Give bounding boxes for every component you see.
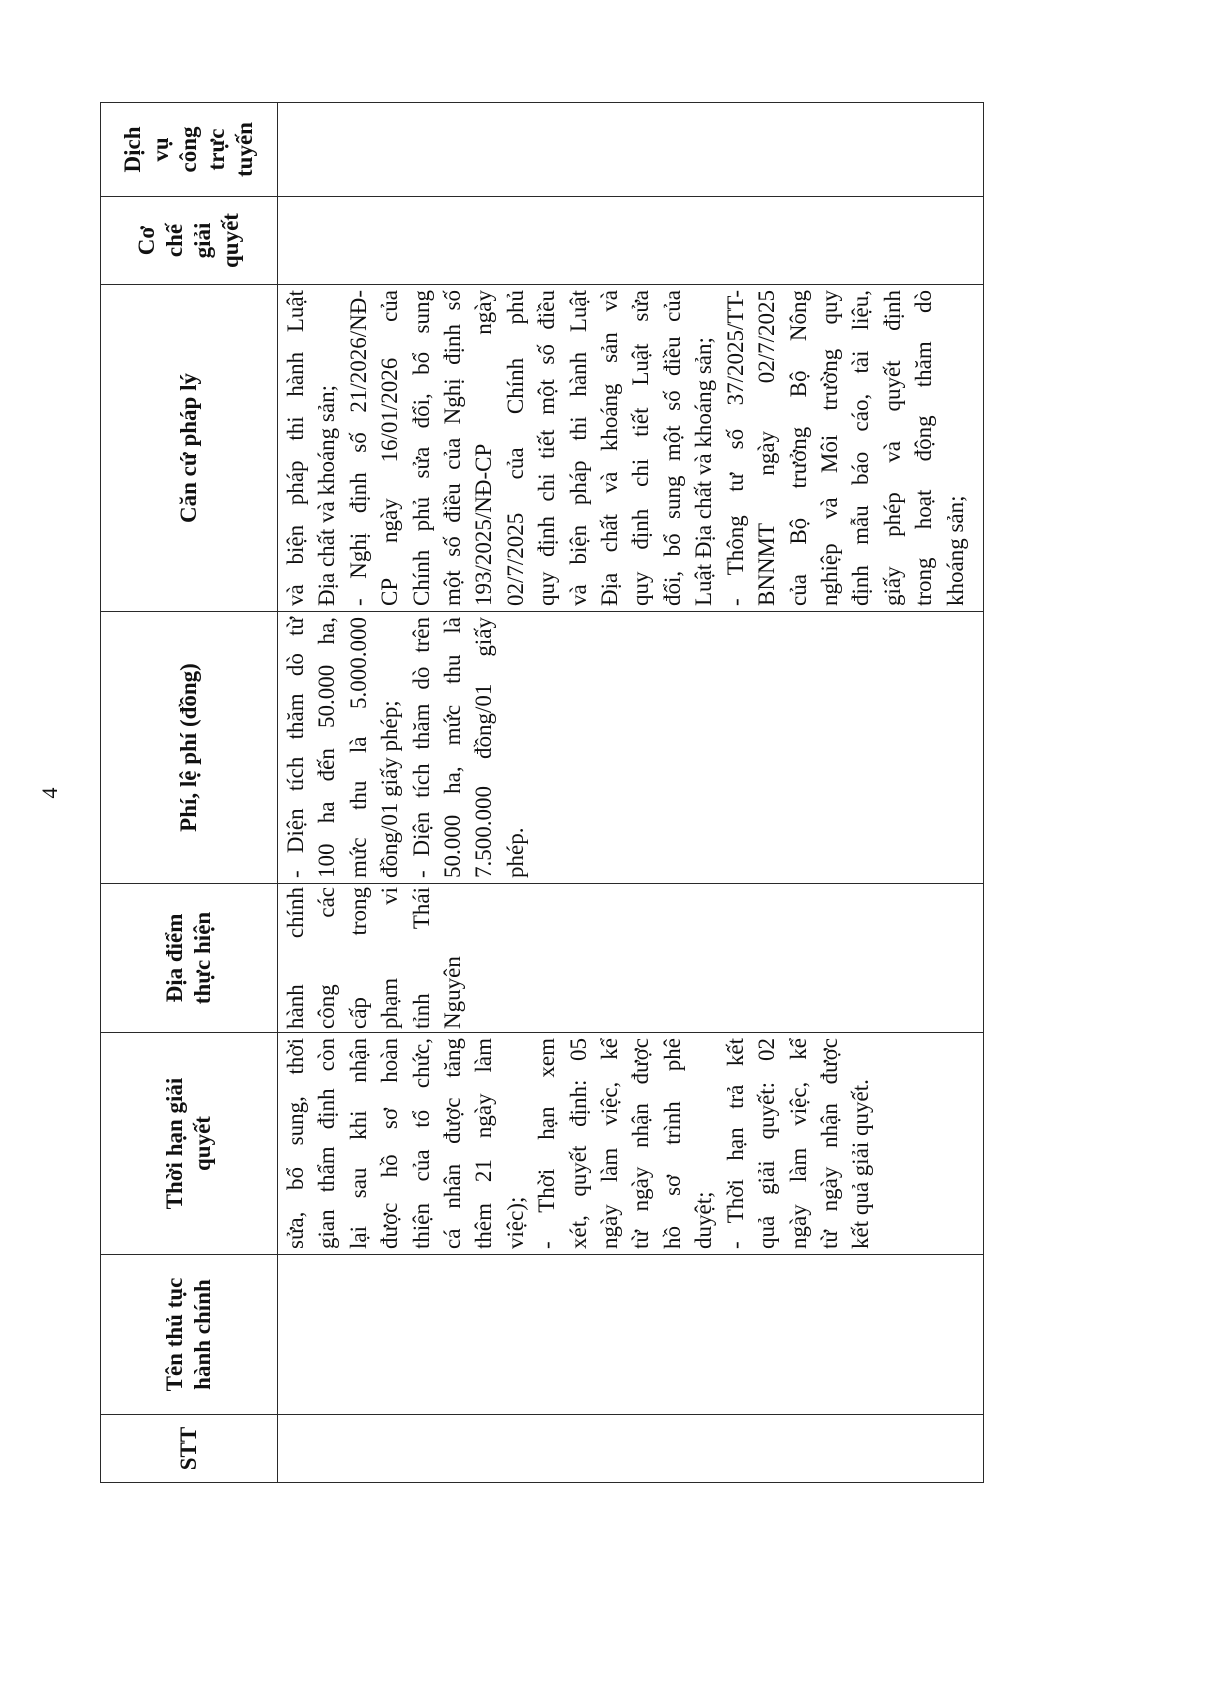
legal-basis-line: đổi, bổ sung một số điều của xyxy=(659,290,685,606)
location-line: công các xyxy=(314,887,340,1029)
location-line: hành chính xyxy=(283,887,308,1029)
processing-time-line: được hồ sơ hoàn xyxy=(377,1038,403,1249)
cell-online-service xyxy=(278,103,984,197)
processing-time-line: xét, quyết định: 05 xyxy=(565,1038,591,1249)
header-stt xyxy=(101,1415,278,1483)
fees-line: 50.000 ha, mức thu là xyxy=(440,617,466,878)
processing-time-line: ngày làm việc, kể xyxy=(597,1038,623,1249)
header-resolution-mechanism-label: Cơ chế giải quyết xyxy=(134,213,243,268)
legal-basis-line: trong hoạt động thăm dò xyxy=(911,290,937,606)
processing-time-paragraph xyxy=(280,1038,531,1249)
table-row xyxy=(278,103,984,1483)
header-resolution-mechanism xyxy=(101,197,278,285)
header-online-service-label: Dịch vụ công trực tuyến xyxy=(120,122,257,177)
legal-basis-paragraph xyxy=(720,290,971,606)
header-procedure-name-label: Tên thủ tục hành chính xyxy=(162,1277,215,1392)
processing-time-line: duyệt; xyxy=(691,1191,717,1249)
processing-time-line: từ ngày nhận được xyxy=(816,1038,842,1249)
rotated-table-wrapper xyxy=(100,103,983,1483)
processing-time-line: sửa, bổ sung, thời xyxy=(283,1038,308,1249)
cell-legal-basis xyxy=(278,285,984,612)
legal-basis-line: Địa chất và khoáng sản và xyxy=(597,290,623,606)
location-line: phạm vi xyxy=(377,887,403,1029)
processing-time-line: từ ngày nhận được xyxy=(628,1038,654,1249)
header-fees xyxy=(101,612,278,884)
legal-basis-line: Chính phủ sửa đổi, bổ sung xyxy=(408,290,434,606)
cell-location xyxy=(278,884,984,1033)
legal-basis-line: của Bộ trưởng Bộ Nông xyxy=(785,290,811,606)
processing-time-line: - Thời hạn xem xyxy=(534,1038,560,1249)
legal-basis-line: định mẫu báo cáo, tài liệu, xyxy=(848,290,874,606)
location-line: Nguyên xyxy=(440,956,466,1029)
header-stt-label: STT xyxy=(176,1426,201,1471)
fees-line: 7.500.000 đồng/01 giấy xyxy=(471,617,497,878)
header-legal-basis-label: Căn cứ pháp lý xyxy=(176,373,201,523)
legal-basis-line: 193/2025/NĐ-CP ngày xyxy=(471,290,497,606)
fees-paragraph xyxy=(280,617,406,878)
legal-basis-line: quy định chi tiết một số điều xyxy=(534,290,560,606)
cell-processing-time xyxy=(278,1033,984,1255)
fees-line: phép. xyxy=(502,827,528,878)
fees-line: đồng/01 giấy phép; xyxy=(377,700,403,878)
legal-basis-paragraph xyxy=(343,290,720,606)
header-processing-time xyxy=(101,1033,278,1255)
processing-time-line: hồ sơ trình phê xyxy=(659,1038,685,1249)
fees-line: mức thu là 5.000.000 xyxy=(345,617,371,878)
processing-time-line: ngày làm việc, kể xyxy=(785,1038,811,1249)
header-procedure-name xyxy=(101,1255,278,1415)
processing-time-line: thiện của tổ chức, xyxy=(408,1038,434,1249)
processing-time-line: lại sau khi nhận xyxy=(345,1038,371,1249)
cell-procedure-name xyxy=(278,1255,984,1415)
cell-resolution-mechanism xyxy=(278,197,984,285)
legal-basis-line: - Thông tư số 37/2025/TT- xyxy=(722,290,748,606)
processing-time-line: quả giải quyết: 02 xyxy=(754,1038,780,1249)
processing-time-line: việc); xyxy=(502,1196,528,1249)
legal-basis-line: BNNMT ngày 02/7/2025 xyxy=(754,290,780,606)
processing-time-line: - Thời hạn trả kết xyxy=(722,1038,748,1249)
processing-time-paragraph xyxy=(531,1038,719,1249)
header-fees-label: Phí, lệ phí (đồng) xyxy=(176,663,201,832)
processing-time-line: gian thẩm định còn xyxy=(314,1038,340,1249)
fees-line: 100 ha đến 50.000 ha, xyxy=(314,617,340,878)
legal-basis-line: quy định chi tiết Luật sửa xyxy=(628,290,654,606)
processing-time-line: thêm 21 ngày làm xyxy=(471,1038,497,1249)
location-paragraph xyxy=(280,887,468,1029)
cell-stt xyxy=(278,1415,984,1483)
legal-basis-line: nghiệp và Môi trường quy xyxy=(816,290,842,606)
legal-basis-line: Luật Địa chất và khoáng sản; xyxy=(691,337,717,606)
table-header-row xyxy=(101,103,278,1483)
legal-basis-line: giấy phép và quyết định xyxy=(879,290,905,606)
legal-basis-paragraph xyxy=(280,290,343,606)
legal-basis-line: 02/7/2025 của Chính phủ xyxy=(502,290,528,606)
header-processing-time-label: Thời hạn giải quyết xyxy=(162,1077,215,1210)
processing-time-line: kết quả giải quyết. xyxy=(848,1079,874,1249)
page-number: 4 xyxy=(37,787,62,799)
fees-line: - Diện tích thăm dò trên xyxy=(408,617,434,878)
fees-line: - Diện tích thăm dò từ xyxy=(283,617,308,878)
legal-basis-line: và biện pháp thi hành Luật xyxy=(283,290,308,606)
legal-basis-line: và biện pháp thi hành Luật xyxy=(565,290,591,606)
processing-time-line: cá nhân được tăng xyxy=(440,1038,466,1249)
legal-basis-line: một số điều của Nghị định số xyxy=(440,290,466,606)
header-location-label: Địa điểm thực hiện xyxy=(162,911,215,1005)
legal-basis-line: - Nghị định số 21/2026/NĐ- xyxy=(345,290,371,606)
header-location xyxy=(101,884,278,1033)
legal-basis-line: khoáng sản; xyxy=(942,495,968,606)
fees-paragraph xyxy=(406,617,532,878)
header-legal-basis xyxy=(101,285,278,612)
processing-time-paragraph xyxy=(720,1038,877,1249)
header-online-service xyxy=(101,103,278,197)
procedure-table xyxy=(100,102,984,1483)
legal-basis-line: Địa chất và khoáng sản; xyxy=(314,385,340,606)
legal-basis-line: CP ngày 16/01/2026 của xyxy=(377,290,403,606)
location-line: tỉnh Thái xyxy=(408,887,434,1029)
cell-fees xyxy=(278,612,984,884)
location-line: cấp trong xyxy=(345,887,371,1029)
